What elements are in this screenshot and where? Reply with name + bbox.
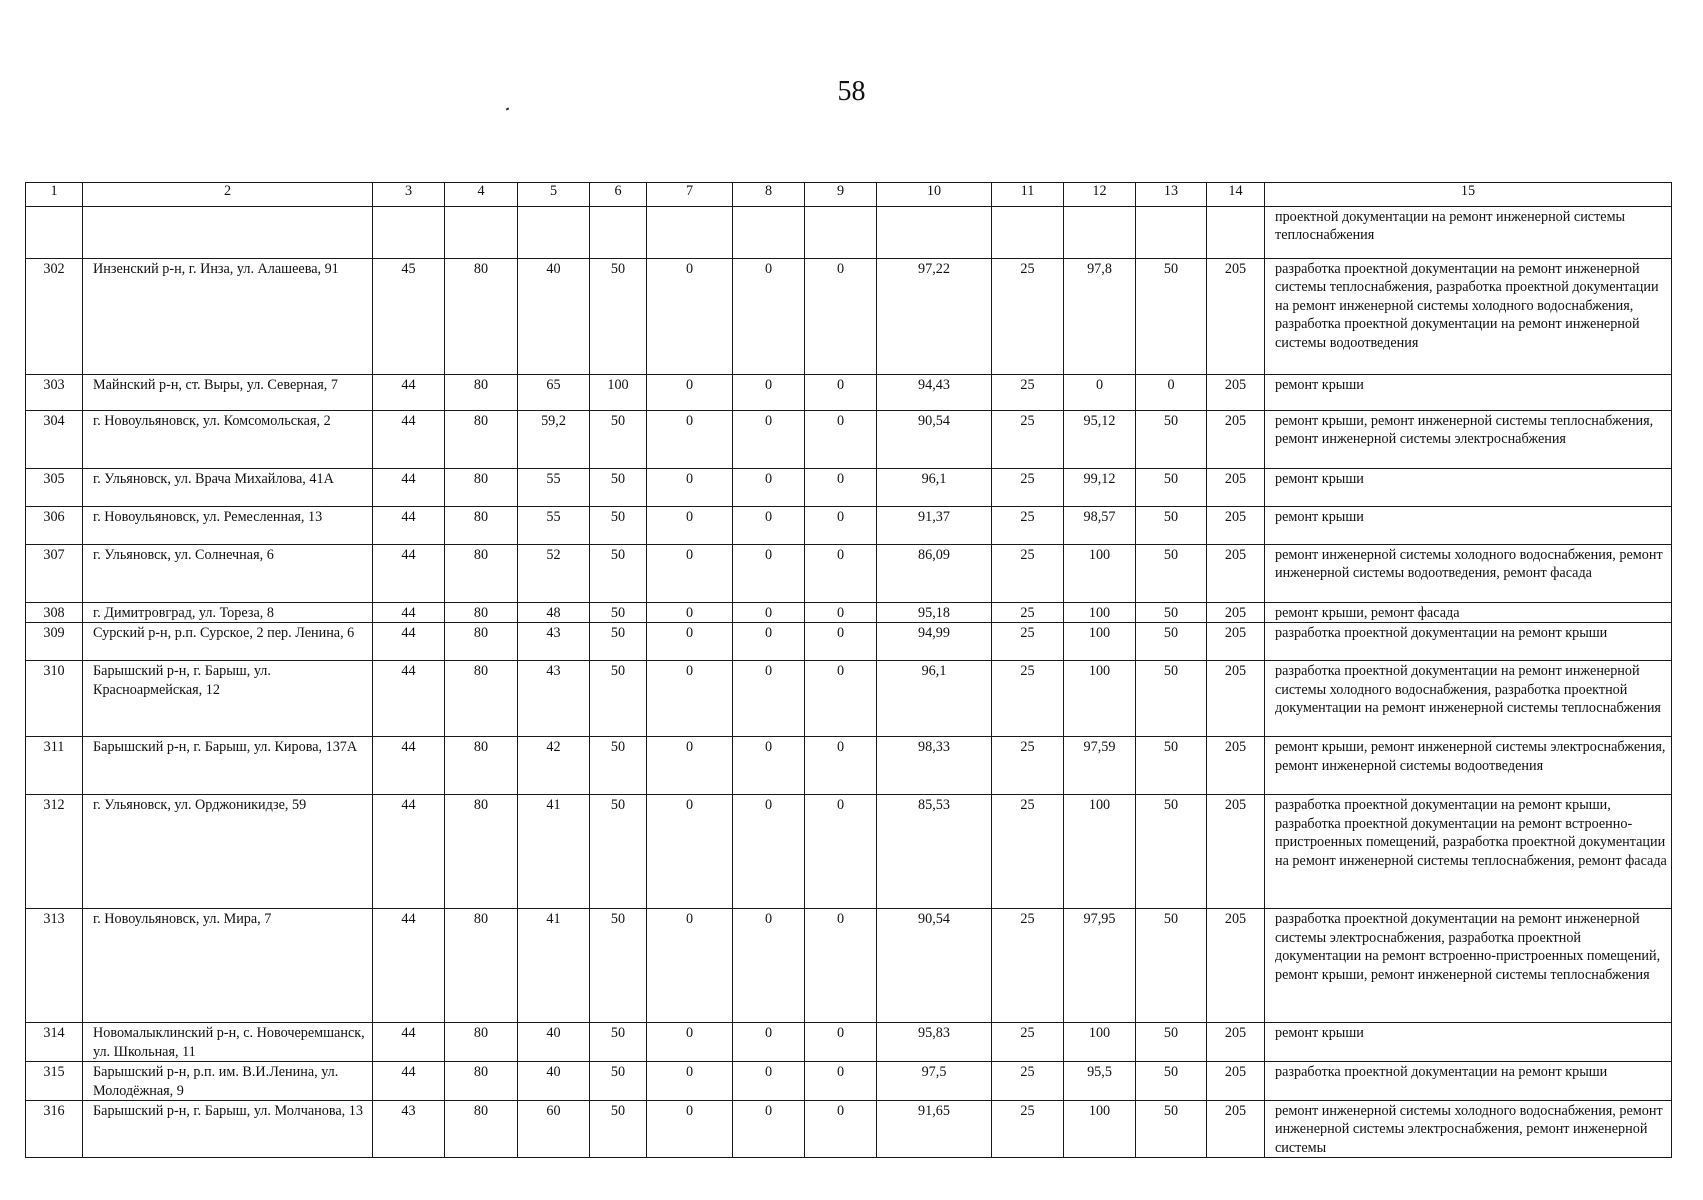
cell-col-14: 205 <box>1207 1023 1265 1062</box>
cell-col-5: 41 <box>518 909 590 1023</box>
header-cell-14: 14 <box>1207 183 1265 207</box>
cell-col-3: 44 <box>373 507 445 545</box>
cell-col-11: 25 <box>992 909 1064 1023</box>
cell-col-7: 0 <box>647 375 733 411</box>
cell-col-6: 50 <box>590 603 647 623</box>
cell-col-8: 0 <box>733 623 805 661</box>
cell-row-number: 312 <box>26 795 83 909</box>
cell-row-number: 305 <box>26 469 83 507</box>
cell-col-4 <box>445 207 518 259</box>
cell-col-12: 100 <box>1064 795 1136 909</box>
cell-col-3: 44 <box>373 623 445 661</box>
cell-col-3: 44 <box>373 375 445 411</box>
cell-col-4: 80 <box>445 795 518 909</box>
cell-col-3: 44 <box>373 795 445 909</box>
cell-row-number: 303 <box>26 375 83 411</box>
cell-col-4: 80 <box>445 469 518 507</box>
cell-col-5: 41 <box>518 795 590 909</box>
cell-col-3: 44 <box>373 661 445 737</box>
cell-works: разработка проектной документации на ремонт инженерной системы холодного водоснабжения, разработка проектной документации на ремонт инженерной системы теплоснабжения <box>1265 661 1672 737</box>
cell-col-12: 97,95 <box>1064 909 1136 1023</box>
cell-col-10: 91,37 <box>877 507 992 545</box>
cell-col-10: 85,53 <box>877 795 992 909</box>
cell-col-3: 44 <box>373 909 445 1023</box>
cell-col-6: 50 <box>590 1062 647 1101</box>
cell-col-4: 80 <box>445 1062 518 1101</box>
cell-col-6: 50 <box>590 545 647 603</box>
cell-address: г. Новоульяновск, ул. Мира, 7 <box>83 909 373 1023</box>
cell-col-7: 0 <box>647 411 733 469</box>
table-row <box>26 909 1672 1023</box>
cell-col-14: 205 <box>1207 1101 1265 1158</box>
cell-col-12 <box>1064 207 1136 259</box>
cell-col-11: 25 <box>992 1023 1064 1062</box>
cell-works: ремонт крыши <box>1265 507 1672 545</box>
cell-works: разработка проектной документации на ремонт крыши <box>1265 623 1672 661</box>
cell-col-14: 205 <box>1207 661 1265 737</box>
header-cell-11: 11 <box>992 183 1064 207</box>
cell-address: Барышский р-н, г. Барыш, ул. Кирова, 137А <box>83 737 373 795</box>
cell-col-5: 55 <box>518 507 590 545</box>
cell-col-8: 0 <box>733 259 805 375</box>
cell-col-6: 50 <box>590 1023 647 1062</box>
cell-col-12: 100 <box>1064 1101 1136 1158</box>
table-row <box>26 795 1672 909</box>
header-row <box>26 183 1672 207</box>
page-number: 58 <box>837 76 866 107</box>
cell-col-6: 50 <box>590 737 647 795</box>
table-row <box>26 259 1672 375</box>
cell-col-11: 25 <box>992 737 1064 795</box>
cell-col-4: 80 <box>445 1023 518 1062</box>
cell-address: Барышский р-н, г. Барыш, ул. Красноармейская, 12 <box>83 661 373 737</box>
cell-row-number: 308 <box>26 603 83 623</box>
cell-col-9: 0 <box>805 1023 877 1062</box>
cell-col-4: 80 <box>445 375 518 411</box>
header-cell-8: 8 <box>733 183 805 207</box>
cell-col-7: 0 <box>647 507 733 545</box>
cell-col-13: 50 <box>1136 909 1207 1023</box>
cell-col-10: 86,09 <box>877 545 992 603</box>
header-cell-10: 10 <box>877 183 992 207</box>
cell-col-5: 43 <box>518 623 590 661</box>
cell-col-10: 96,1 <box>877 469 992 507</box>
cell-col-7: 0 <box>647 469 733 507</box>
cell-col-11: 25 <box>992 469 1064 507</box>
cell-col-10: 90,54 <box>877 909 992 1023</box>
table-row <box>26 545 1672 603</box>
cell-col-13: 50 <box>1136 1062 1207 1101</box>
cell-col-7: 0 <box>647 545 733 603</box>
cell-col-5: 40 <box>518 1062 590 1101</box>
cell-col-12: 95,12 <box>1064 411 1136 469</box>
repair-program-table <box>25 182 1671 1158</box>
cell-col-13: 50 <box>1136 603 1207 623</box>
cell-col-8: 0 <box>733 375 805 411</box>
cell-row-number: 314 <box>26 1023 83 1062</box>
cell-works: разработка проектной документации на ремонт инженерной системы электроснабжения, разработка проектной документации на ремонт встроенно-пристроенных помещений, ремонт крыши, ремонт инженерной системы теплоснабжения <box>1265 909 1672 1023</box>
cell-address: г. Новоульяновск, ул. Ремесленная, 13 <box>83 507 373 545</box>
cell-col-7: 0 <box>647 259 733 375</box>
cell-col-11: 25 <box>992 795 1064 909</box>
cell-col-13: 0 <box>1136 375 1207 411</box>
cell-row-number: 315 <box>26 1062 83 1101</box>
cell-col-8 <box>733 207 805 259</box>
cell-col-11: 25 <box>992 1101 1064 1158</box>
cell-col-14 <box>1207 207 1265 259</box>
cell-row-number: 313 <box>26 909 83 1023</box>
cell-col-14: 205 <box>1207 737 1265 795</box>
cell-col-6: 50 <box>590 259 647 375</box>
cell-address: г. Димитровград, ул. Тореза, 8 <box>83 603 373 623</box>
cell-col-9: 0 <box>805 909 877 1023</box>
table-row <box>26 411 1672 469</box>
cell-col-8: 0 <box>733 507 805 545</box>
cell-col-11: 25 <box>992 507 1064 545</box>
table-body <box>26 183 1672 1158</box>
cell-row-number: 311 <box>26 737 83 795</box>
cell-col-6: 50 <box>590 469 647 507</box>
cell-col-12: 98,57 <box>1064 507 1136 545</box>
cell-col-8: 0 <box>733 411 805 469</box>
cell-col-14: 205 <box>1207 909 1265 1023</box>
cell-col-3: 44 <box>373 469 445 507</box>
cell-col-9: 0 <box>805 469 877 507</box>
cell-col-13: 50 <box>1136 795 1207 909</box>
cell-col-13: 50 <box>1136 545 1207 603</box>
cell-col-12: 99,12 <box>1064 469 1136 507</box>
cell-col-12: 97,8 <box>1064 259 1136 375</box>
cell-col-12: 100 <box>1064 623 1136 661</box>
cell-col-9: 0 <box>805 603 877 623</box>
header-cell-9: 9 <box>805 183 877 207</box>
header-cell-7: 7 <box>647 183 733 207</box>
cell-col-6: 50 <box>590 661 647 737</box>
cell-address: г. Новоульяновск, ул. Комсомольская, 2 <box>83 411 373 469</box>
cell-col-3: 44 <box>373 411 445 469</box>
cell-col-9: 0 <box>805 375 877 411</box>
cell-row-number: 309 <box>26 623 83 661</box>
cell-works: разработка проектной документации на ремонт крыши <box>1265 1062 1672 1101</box>
cell-col-4: 80 <box>445 623 518 661</box>
cell-col-8: 0 <box>733 469 805 507</box>
cell-col-5: 59,2 <box>518 411 590 469</box>
cell-col-6: 50 <box>590 411 647 469</box>
cell-col-14: 205 <box>1207 603 1265 623</box>
cell-col-10: 95,83 <box>877 1023 992 1062</box>
cell-address: Барышский р-н, р.п. им. В.И.Ленина, ул. Молодёжная, 9 <box>83 1062 373 1101</box>
cell-works: ремонт крыши <box>1265 1023 1672 1062</box>
cell-col-5 <box>518 207 590 259</box>
cell-col-11 <box>992 207 1064 259</box>
cell-col-3: 45 <box>373 259 445 375</box>
cell-col-7: 0 <box>647 909 733 1023</box>
cell-col-10 <box>877 207 992 259</box>
cell-col-7: 0 <box>647 603 733 623</box>
cell-col-13: 50 <box>1136 507 1207 545</box>
cell-col-9: 0 <box>805 411 877 469</box>
cell-col-4: 80 <box>445 661 518 737</box>
cell-col-4: 80 <box>445 411 518 469</box>
cell-col-9: 0 <box>805 795 877 909</box>
cell-col-3: 43 <box>373 1101 445 1158</box>
cell-col-8: 0 <box>733 909 805 1023</box>
cell-col-11: 25 <box>992 259 1064 375</box>
table-row <box>26 661 1672 737</box>
cell-works: проектной документации на ремонт инженерной системы теплоснабжения <box>1265 207 1672 259</box>
cell-row-number <box>26 207 83 259</box>
header-cell-4: 4 <box>445 183 518 207</box>
cell-address: Барышский р-н, г. Барыш, ул. Молчанова, 13 <box>83 1101 373 1158</box>
table-row <box>26 375 1672 411</box>
cell-col-5: 40 <box>518 259 590 375</box>
cell-col-7: 0 <box>647 1101 733 1158</box>
cell-address: г. Ульяновск, ул. Врача Михайлова, 41А <box>83 469 373 507</box>
cell-address: Новомалыклинский р-н, с. Новочеремшанск, ул. Школьная, 11 <box>83 1023 373 1062</box>
cell-col-6: 50 <box>590 623 647 661</box>
cell-col-3: 44 <box>373 1023 445 1062</box>
cell-col-13: 50 <box>1136 259 1207 375</box>
cell-col-12: 0 <box>1064 375 1136 411</box>
cell-col-14: 205 <box>1207 545 1265 603</box>
cell-col-8: 0 <box>733 603 805 623</box>
cell-col-10: 95,18 <box>877 603 992 623</box>
header-cell-12: 12 <box>1064 183 1136 207</box>
cell-col-4: 80 <box>445 507 518 545</box>
cell-col-8: 0 <box>733 795 805 909</box>
cell-col-14: 205 <box>1207 469 1265 507</box>
cell-works: ремонт крыши, ремонт инженерной системы теплоснабжения, ремонт инженерной системы электроснабжения <box>1265 411 1672 469</box>
cell-col-9: 0 <box>805 737 877 795</box>
cell-col-13: 50 <box>1136 661 1207 737</box>
cell-col-13: 50 <box>1136 469 1207 507</box>
table-row <box>26 507 1672 545</box>
cell-works: ремонт инженерной системы холодного водоснабжения, ремонт инженерной системы водоотведения, ремонт фасада <box>1265 545 1672 603</box>
cell-col-4: 80 <box>445 545 518 603</box>
cell-col-13: 50 <box>1136 737 1207 795</box>
cell-col-9: 0 <box>805 507 877 545</box>
cell-col-9: 0 <box>805 1062 877 1101</box>
cell-col-10: 90,54 <box>877 411 992 469</box>
cell-row-number: 304 <box>26 411 83 469</box>
cell-address: г. Ульяновск, ул. Солнечная, 6 <box>83 545 373 603</box>
cell-col-4: 80 <box>445 259 518 375</box>
cell-col-8: 0 <box>733 1101 805 1158</box>
cell-col-9: 0 <box>805 1101 877 1158</box>
cell-col-9: 0 <box>805 661 877 737</box>
header-cell-2: 2 <box>83 183 373 207</box>
scan-speck <box>506 107 510 110</box>
cell-col-6: 50 <box>590 795 647 909</box>
cell-col-10: 98,33 <box>877 737 992 795</box>
header-cell-5: 5 <box>518 183 590 207</box>
cell-col-6: 100 <box>590 375 647 411</box>
cell-address <box>83 207 373 259</box>
cell-col-12: 100 <box>1064 1023 1136 1062</box>
cell-col-3: 44 <box>373 545 445 603</box>
cell-works: ремонт инженерной системы холодного водоснабжения, ремонт инженерной системы электроснабжения, ремонт инженерной системы <box>1265 1101 1672 1158</box>
header-cell-13: 13 <box>1136 183 1207 207</box>
cell-col-8: 0 <box>733 661 805 737</box>
cell-col-9: 0 <box>805 259 877 375</box>
cell-col-14: 205 <box>1207 507 1265 545</box>
cell-col-8: 0 <box>733 545 805 603</box>
cell-col-14: 205 <box>1207 259 1265 375</box>
cell-col-6: 50 <box>590 507 647 545</box>
cell-works: ремонт крыши <box>1265 469 1672 507</box>
cell-col-11: 25 <box>992 411 1064 469</box>
cell-col-5: 65 <box>518 375 590 411</box>
cell-address: Майнский р-н, ст. Выры, ул. Северная, 7 <box>83 375 373 411</box>
cell-col-7: 0 <box>647 737 733 795</box>
cell-works: ремонт крыши <box>1265 375 1672 411</box>
cell-col-9: 0 <box>805 545 877 603</box>
cell-col-10: 96,1 <box>877 661 992 737</box>
cell-row-number: 306 <box>26 507 83 545</box>
cell-col-9: 0 <box>805 623 877 661</box>
cell-col-11: 25 <box>992 375 1064 411</box>
cell-col-4: 80 <box>445 909 518 1023</box>
cell-col-8: 0 <box>733 737 805 795</box>
table-row <box>26 623 1672 661</box>
cell-col-10: 94,43 <box>877 375 992 411</box>
cell-col-6: 50 <box>590 909 647 1023</box>
cell-col-5: 42 <box>518 737 590 795</box>
cell-col-14: 205 <box>1207 623 1265 661</box>
cell-col-10: 97,22 <box>877 259 992 375</box>
cell-row-number: 302 <box>26 259 83 375</box>
cell-col-14: 205 <box>1207 411 1265 469</box>
cell-col-7: 0 <box>647 1062 733 1101</box>
cell-col-7: 0 <box>647 623 733 661</box>
cell-col-10: 91,65 <box>877 1101 992 1158</box>
cell-row-number: 316 <box>26 1101 83 1158</box>
cell-col-4: 80 <box>445 603 518 623</box>
cell-col-7: 0 <box>647 1023 733 1062</box>
cell-col-11: 25 <box>992 545 1064 603</box>
cell-col-13: 50 <box>1136 623 1207 661</box>
table-row <box>26 1023 1672 1062</box>
cell-row-number: 307 <box>26 545 83 603</box>
cell-col-13 <box>1136 207 1207 259</box>
cell-col-3 <box>373 207 445 259</box>
cell-col-5: 52 <box>518 545 590 603</box>
cell-col-12: 100 <box>1064 603 1136 623</box>
cell-col-12: 97,59 <box>1064 737 1136 795</box>
cell-col-8: 0 <box>733 1023 805 1062</box>
cell-row-number: 310 <box>26 661 83 737</box>
cell-col-6: 50 <box>590 1101 647 1158</box>
cell-col-14: 205 <box>1207 1062 1265 1101</box>
cell-col-3: 44 <box>373 737 445 795</box>
cell-col-14: 205 <box>1207 795 1265 909</box>
cell-col-5: 60 <box>518 1101 590 1158</box>
cell-address: Сурский р-н, р.п. Сурское, 2 пер. Ленина, 6 <box>83 623 373 661</box>
cell-col-7: 0 <box>647 795 733 909</box>
cell-col-13: 50 <box>1136 1101 1207 1158</box>
cell-col-11: 25 <box>992 603 1064 623</box>
cell-col-3: 44 <box>373 1062 445 1101</box>
table-row <box>26 1101 1672 1158</box>
cell-col-10: 94,99 <box>877 623 992 661</box>
cell-col-10: 97,5 <box>877 1062 992 1101</box>
cell-col-13: 50 <box>1136 1023 1207 1062</box>
header-cell-1: 1 <box>26 183 83 207</box>
table-row <box>26 603 1672 623</box>
cell-col-11: 25 <box>992 661 1064 737</box>
cell-works: разработка проектной документации на ремонт крыши, разработка проектной документации на ремонт встроенно-пристроенных помещений, разработка проектной документации на ремонт инженерной системы теплоснабжения, ремонт фасада <box>1265 795 1672 909</box>
cell-col-5: 40 <box>518 1023 590 1062</box>
cell-col-9 <box>805 207 877 259</box>
header-cell-6: 6 <box>590 183 647 207</box>
cell-col-6 <box>590 207 647 259</box>
cell-works: ремонт крыши, ремонт инженерной системы электроснабжения, ремонт инженерной системы водоотведения <box>1265 737 1672 795</box>
cell-col-14: 205 <box>1207 375 1265 411</box>
table-row <box>26 737 1672 795</box>
cell-address: Инзенский р-н, г. Инза, ул. Алашеева, 91 <box>83 259 373 375</box>
table-row <box>26 469 1672 507</box>
table <box>25 182 1672 1158</box>
cell-col-12: 100 <box>1064 661 1136 737</box>
cell-col-12: 100 <box>1064 545 1136 603</box>
cell-col-7 <box>647 207 733 259</box>
cell-col-4: 80 <box>445 737 518 795</box>
cell-address: г. Ульяновск, ул. Орджоникидзе, 59 <box>83 795 373 909</box>
cell-col-5: 43 <box>518 661 590 737</box>
cell-col-5: 48 <box>518 603 590 623</box>
cell-col-4: 80 <box>445 1101 518 1158</box>
cell-col-5: 55 <box>518 469 590 507</box>
header-cell-3: 3 <box>373 183 445 207</box>
table-row <box>26 207 1672 259</box>
cell-col-3: 44 <box>373 603 445 623</box>
cell-works: ремонт крыши, ремонт фасада <box>1265 603 1672 623</box>
cell-works: разработка проектной документации на ремонт инженерной системы теплоснабжения, разработка проектной документации на ремонт инженерной системы холодного водоснабжения, разработка проектной документации на ремонт инженерной системы водоотведения <box>1265 259 1672 375</box>
table-row <box>26 1062 1672 1101</box>
cell-col-12: 95,5 <box>1064 1062 1136 1101</box>
cell-col-13: 50 <box>1136 411 1207 469</box>
header-cell-15: 15 <box>1265 183 1672 207</box>
cell-col-11: 25 <box>992 1062 1064 1101</box>
cell-col-11: 25 <box>992 623 1064 661</box>
cell-col-7: 0 <box>647 661 733 737</box>
cell-col-8: 0 <box>733 1062 805 1101</box>
